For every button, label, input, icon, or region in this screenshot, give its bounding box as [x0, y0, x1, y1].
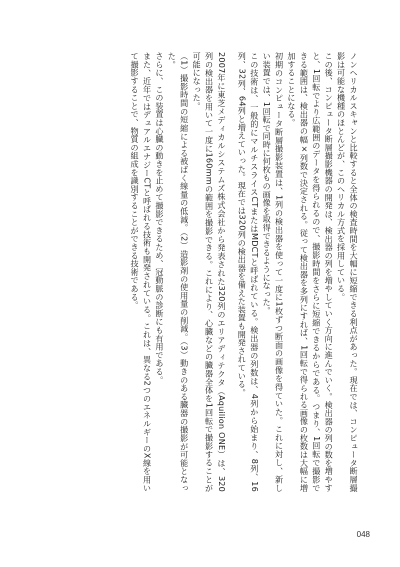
paragraph-4: この技術は、一般的にマルチスライスCTまたはMDCTと呼ばれている。検出器の列数は、4列から始まり、8列、16列、32列、64列と増えていった。現在では320列の検出器を備えた装置も開発されている。 — [237, 52, 260, 492]
vertical-text-body — [40, 52, 360, 492]
page-number: 048 — [356, 530, 370, 539]
column-gap — [228, 52, 236, 492]
paragraph-3: 初期のコンピュータ断層撮影装置は、1列の検出器を使って一度に1枚ずつ断面の画像を得ていた。これに対し、新しい装置では、1回転で同時に何枚もの画像を取得できるようになった。 — [262, 52, 285, 492]
paragraph-7: さらに、この装置は心臓の動きを止めて撮影できるため、冠動脈の診断にも有用である。 — [154, 52, 165, 384]
paragraph-5: 2007年に東芝メディカルシステムズ株式会社から発表された320列のエリアディテクタ（Aquilion ONE）は、320列の検出器を用いて一度に160mmの範囲を撮影できる。これにより、心臓などの臓器全体を1回転で撮影することが可能になった。 — [192, 52, 227, 492]
paragraph-8: また、近年ではデュアルエナジーCTと呼ばれる技術も開発されている。これは、異なる2つのエネルギーのX線を用いて撮影することで、物質の組成を識別することができる技術である。 — [130, 52, 153, 492]
paragraph-1: ノンヘリカルスキャンと比較すると全体の検査時間を大幅に短縮できる利点があった。現在では、コンピュータ断層撮影は可能な機種のほとんどが、このヘリカル方式を採用している。 — [336, 52, 359, 492]
paragraph-6: （1）撮影時間の短縮による被ばく線量の低減。（2）造影剤の使用量の削減。（3）動きのある臓器の撮影が可能となった。 — [167, 52, 190, 492]
paragraph-2: この後、コンピュータ断層撮影機器の開発は、検出器の列を増やしていく方向に進んでいく。検出器の列の数を増やすと、1回転でより広範囲のデータを得られるので、撮影時間をさらに短縮できるからである。つまり、1回転で撮影できる範囲は、検出器の幅×列数で決定される。従って検出器を多列にすれば、1回転で得られる画像の枚数は大幅に増加することになる。 — [286, 52, 335, 492]
